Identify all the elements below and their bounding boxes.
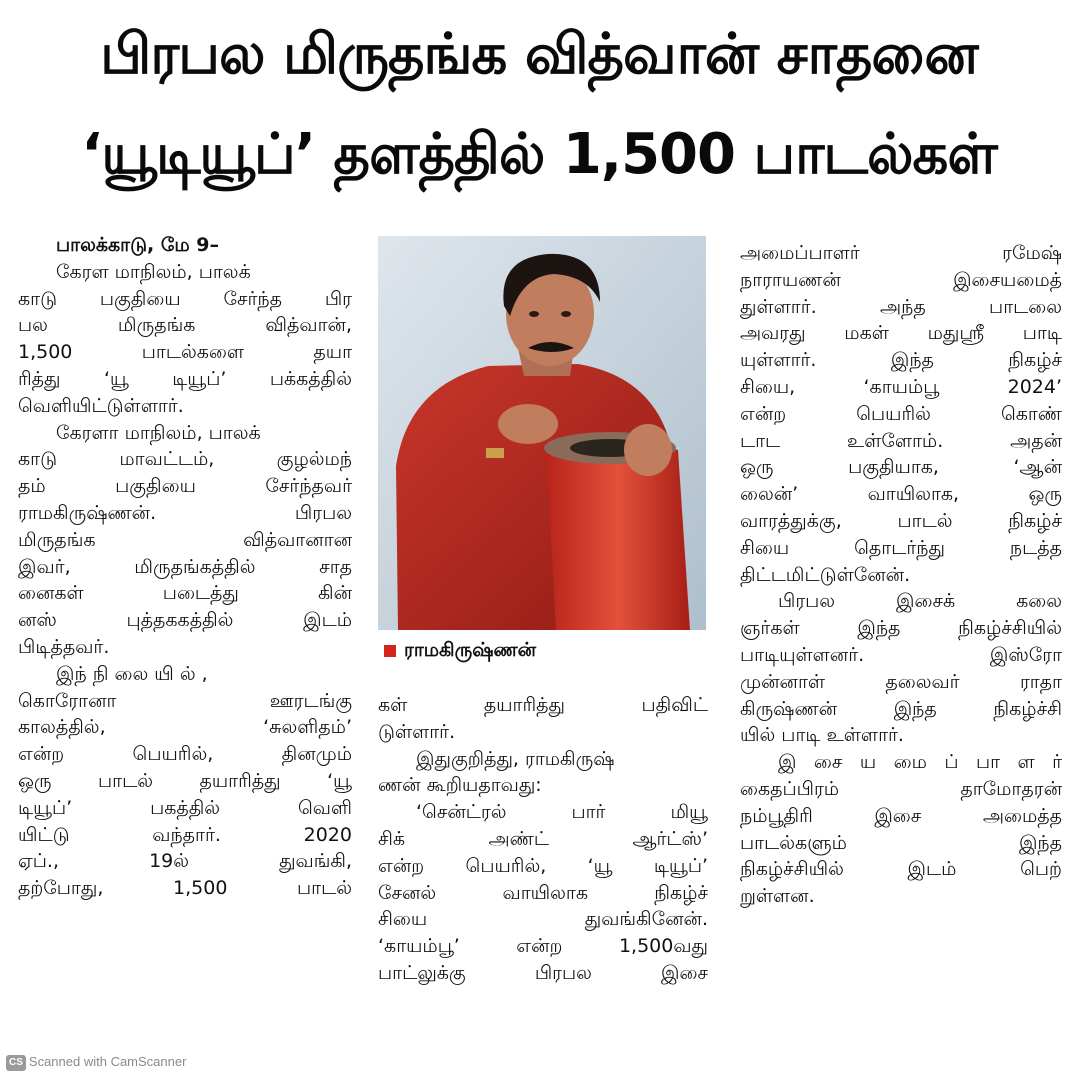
paragraph-line: பல மிருதங்க வித்வான், xyxy=(18,314,352,337)
paragraph-line: கள் தயாரித்து பதிவிட் xyxy=(378,694,708,716)
paragraph-line: கைதப்பிரம் தாமோதரன் xyxy=(740,777,1062,800)
paragraph-line: சியை துவங்கினேன். xyxy=(378,908,708,931)
paragraph-line: யில் பாடி உள்ளார். xyxy=(740,724,904,747)
photo-caption xyxy=(378,636,706,664)
paragraph-line: டியூப்’ பகத்தில் வெளி xyxy=(18,796,352,819)
paragraph-line: இ சை ய மை ப் பா ள ர் xyxy=(778,751,1062,774)
paragraph-line: யுள்ளார். இந்த நிகழ்ச் xyxy=(740,349,1062,372)
paragraph-line: ஒரு பகுதியாக, ‘ஆன் xyxy=(740,456,1062,479)
paragraph-line: சியை தொடர்ந்து நடத்த xyxy=(740,536,1062,559)
portrait-photo xyxy=(378,236,706,630)
portrait-illustration xyxy=(378,236,706,630)
paragraph-line: கேரளா மாநிலம், பாலக் xyxy=(56,421,261,444)
paragraph-line: கேரள மாநிலம், பாலக் xyxy=(56,260,251,283)
paragraph-line: இவர், மிருதங்கத்தில் சாத xyxy=(18,555,352,578)
paragraph-line: ஏப்., 19ல் துவங்கி, xyxy=(18,850,352,873)
paragraph-line: முன்னாள் தலைவர் ராதா xyxy=(740,670,1062,693)
paragraph-line: ணன் கூறியதாவது: xyxy=(378,774,542,797)
paragraph-line: அவரது மகள் மதுஸ்ரீ பாடி xyxy=(740,322,1062,345)
paragraph-line: காடு பகுதியை சேர்ந்த பிர xyxy=(18,287,352,310)
paragraph-line: சியை, ‘காயம்பூ 2024’ xyxy=(740,375,1062,398)
article-column-3 xyxy=(740,240,1062,910)
paragraph-line: டுள்ளார். xyxy=(378,720,456,743)
paragraph-line: வெளியிட்டுள்ளார். xyxy=(18,394,184,417)
paragraph-line: நம்பூதிரி இசை அமைத்த xyxy=(740,804,1062,827)
paragraph-line: ராமகிருஷ்ணன். பிரபல xyxy=(18,501,352,524)
paragraph-line: ஒரு பாடல் தயாரித்து ‘யூ xyxy=(18,769,352,792)
paragraph-line: என்ற பெயரில், ‘யூ டியூப்’ xyxy=(378,854,708,877)
paragraph-line: லைன்’ வாயிலாக, ஒரு xyxy=(740,483,1062,506)
paragraph-line: கிருஷ்ணன் இந்த நிகழ்ச்சி xyxy=(740,697,1062,720)
paragraph-line: றுள்ளன. xyxy=(740,885,815,908)
paragraph-line: என்ற பெயரில், தினமும் xyxy=(18,743,352,766)
paragraph-line: இதுகுறித்து, ராமகிருஷ் xyxy=(416,747,615,770)
paragraph-line: தம் பகுதியை சேர்ந்தவர் xyxy=(18,475,352,498)
dateline: பாலக்காடு, மே 9– xyxy=(56,234,219,256)
paragraph-line: தற்போது, 1,500 பாடல் xyxy=(18,877,352,900)
paragraph-line: ரித்து ‘யூ டியூப்’ பக்கத்தில் xyxy=(18,367,352,390)
paragraph-line: பாட்லுக்கு பிரபல இசை xyxy=(378,961,708,984)
paragraph-line: காலத்தில், ‘சுலளிதம்’ xyxy=(18,716,352,739)
paragraph-line: திட்டமிட்டுள்னேன். xyxy=(740,563,911,586)
paragraph-line: யிட்டு வந்தார். 2020 xyxy=(18,823,352,846)
headline-line-2: ‘யூடியூப்’ தளத்தில் 1,500 பாடல்கள் xyxy=(81,122,997,187)
paragraph-line: னஸ் புத்தககத்தில் இடம் xyxy=(18,609,352,632)
paragraph-line: வாரத்துக்கு, பாடல் நிகழ்ச் xyxy=(740,509,1062,532)
caption-marker-icon xyxy=(384,645,396,657)
paragraph-line: ஞர்கள் இந்த நிகழ்ச்சியில் xyxy=(740,617,1062,640)
paragraph-line: 1,500 பாடல்களை தயா xyxy=(18,341,352,364)
paragraph-line: இந் நி லை யி ல் , xyxy=(56,662,208,685)
paragraph-line: துள்ளார். அந்த பாடலை xyxy=(740,295,1062,318)
caption-text: ராமகிருஷ்ணன் xyxy=(404,639,537,661)
article-column-1 xyxy=(18,232,352,902)
paragraph-line: மிருதங்க வித்வானான xyxy=(18,528,352,551)
paragraph-line: நிகழ்ச்சியில் இடம் பெற் xyxy=(740,858,1062,881)
paragraph-line: சேனல் வாயிலாக நிகழ்ச் xyxy=(378,881,708,904)
headline-line-1: பிரபல மிருதங்க வித்வான் சாதனை xyxy=(100,22,978,87)
paragraph-line: சிக் அண்ட் ஆர்ட்ஸ்’ xyxy=(378,827,708,850)
paragraph-line: ‘காயம்பூ’ என்ற 1,500வது xyxy=(378,935,708,958)
scanner-watermark xyxy=(6,1051,186,1073)
article-column-2 xyxy=(378,692,708,987)
paragraph-line: பாடல்களும் இந்த xyxy=(740,831,1062,854)
paragraph-line: பிரபல இசைக் கலை xyxy=(778,590,1062,613)
paragraph-line: ‘சென்ட்ரல் பார் மியூ xyxy=(416,801,708,824)
camscanner-logo-icon: CS xyxy=(6,1055,26,1071)
watermark-text: Scanned with CamScanner xyxy=(28,1054,187,1069)
paragraph-line: அமைப்பாளர் ரமேஷ் xyxy=(740,242,1062,264)
paragraph-line: காடு மாவட்டம், குழல்மந் xyxy=(18,448,352,471)
paragraph-line: டாட உள்ளோம். அதன் xyxy=(740,429,1062,452)
paragraph-line: கொரோனா ஊரடங்கு xyxy=(18,689,352,712)
paragraph-line: நாராயணன் இசையமைத் xyxy=(740,268,1062,291)
paragraph-line: என்ற பெயரில் கொண் xyxy=(740,402,1062,425)
paragraph-line: பாடியுள்ளனர். இஸ்ரோ xyxy=(740,643,1062,666)
paragraph-line: னைகள் படைத்து கின் xyxy=(18,582,352,605)
paragraph-line: பிடித்தவர். xyxy=(18,635,110,658)
